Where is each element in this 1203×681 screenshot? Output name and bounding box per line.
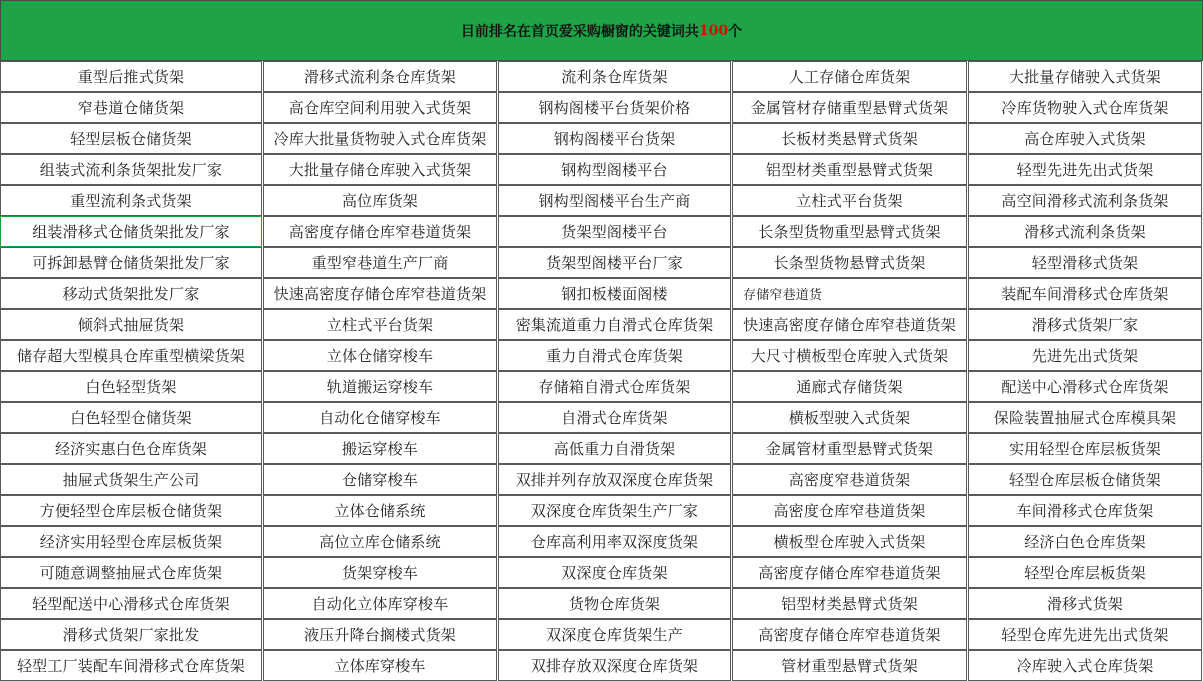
keyword-cell[interactable]: 横板型驶入式货架 — [732, 402, 967, 433]
keyword-grid — [0, 61, 1203, 681]
keyword-cell[interactable]: 实用轻型仓库层板货架 — [968, 433, 1202, 464]
keyword-cell[interactable]: 可拆卸悬臂仓储货架批发厂家 — [0, 247, 262, 278]
keyword-cell[interactable]: 钢构型阁楼平台 — [498, 154, 731, 185]
keyword-cell[interactable]: 车间滑移式仓库货架 — [968, 495, 1202, 526]
keyword-cell[interactable]: 储存超大型模具仓库重型横梁货架 — [0, 340, 262, 371]
keyword-cell[interactable]: 滑移式货架厂家 — [968, 309, 1202, 340]
keyword-cell[interactable]: 经济实惠白色仓库货架 — [0, 433, 262, 464]
keyword-cell[interactable]: 轻型工厂装配车间滑移式仓库货架 — [0, 650, 262, 681]
keyword-cell[interactable]: 轻型仓库层板仓储货架 — [968, 464, 1202, 495]
keyword-cell[interactable]: 大尺寸横板型仓库驶入式货架 — [732, 340, 967, 371]
keyword-count: 100 — [698, 22, 729, 39]
keyword-cell[interactable]: 高位库货架 — [263, 185, 497, 216]
keyword-cell[interactable]: 长板材类悬臂式货架 — [732, 123, 967, 154]
keyword-cell[interactable]: 快速高密度存储仓库窄巷道货架 — [263, 278, 497, 309]
keyword-cell[interactable]: 长条型货物悬臂式货架 — [732, 247, 967, 278]
keyword-cell[interactable]: 搬运穿梭车 — [263, 433, 497, 464]
keyword-cell[interactable]: 轻型先进先出式货架 — [968, 154, 1202, 185]
keyword-cell[interactable]: 自动化立体库穿梭车 — [263, 588, 497, 619]
keyword-cell[interactable]: 大批量存储驶入式货架 — [968, 61, 1202, 92]
keyword-count-banner — [0, 0, 1203, 61]
keyword-cell[interactable]: 人工存储仓库货架 — [732, 61, 967, 92]
keyword-cell[interactable]: 可随意调整抽屉式仓库货架 — [0, 557, 262, 588]
keyword-cell[interactable]: 高密度存储仓库窄巷道货架 — [732, 557, 967, 588]
keyword-cell[interactable]: 冷库货物驶入式仓库货架 — [968, 92, 1202, 123]
keyword-cell[interactable]: 高仓库驶入式货架 — [968, 123, 1202, 154]
keyword-cell[interactable]: 倾斜式抽屉货架 — [0, 309, 262, 340]
keyword-cell[interactable]: 高空间滑移式流利条货架 — [968, 185, 1202, 216]
keyword-cell[interactable]: 立柱式平台货架 — [263, 309, 497, 340]
keyword-cell[interactable]: 立体仓储系统 — [263, 495, 497, 526]
keyword-cell[interactable]: 抽屉式货架生产公司 — [0, 464, 262, 495]
banner-title-prefix: 目前排名在首页爱采购橱窗的关键词共 — [460, 23, 699, 40]
keyword-cell[interactable]: 大批量存储仓库驶入式货架 — [263, 154, 497, 185]
keyword-cell[interactable]: 货架型阁楼平台厂家 — [498, 247, 731, 278]
keyword-cell[interactable]: 金属管材存储重型悬臂式货架 — [732, 92, 967, 123]
keyword-cell[interactable]: 轻型仓库层板货架 — [968, 557, 1202, 588]
keyword-cell[interactable]: 自滑式仓库货架 — [498, 402, 731, 433]
keyword-cell[interactable]: 存储窄巷道货 — [732, 278, 967, 309]
keyword-cell[interactable]: 仓库高利用率双深度货架 — [498, 526, 731, 557]
keyword-cell[interactable]: 配送中心滑移式仓库货架 — [968, 371, 1202, 402]
keyword-cell[interactable]: 双排并列存放双深度仓库货架 — [498, 464, 731, 495]
keyword-cell[interactable]: 货架穿梭车 — [263, 557, 497, 588]
keyword-cell[interactable]: 高密度存储仓库窄巷道货架 — [263, 216, 497, 247]
keyword-cell[interactable]: 铝型材类悬臂式货架 — [732, 588, 967, 619]
keyword-cell[interactable]: 金属管材重型悬臂式货架 — [732, 433, 967, 464]
keyword-cell[interactable]: 货架型阁楼平台 — [498, 216, 731, 247]
keyword-cell[interactable]: 密集流道重力自滑式仓库货架 — [498, 309, 731, 340]
keyword-cell[interactable]: 双排存放双深度仓库货架 — [498, 650, 731, 681]
keyword-cell[interactable]: 重力自滑式仓库货架 — [498, 340, 731, 371]
keyword-cell[interactable]: 重型后推式货架 — [0, 61, 262, 92]
keyword-cell[interactable]: 轻型层板仓储货架 — [0, 123, 262, 154]
keyword-cell[interactable]: 冷库驶入式仓库货架 — [968, 650, 1202, 681]
keyword-cell[interactable]: 钢构阁楼平台货架价格 — [498, 92, 731, 123]
keyword-cell[interactable]: 先进先出式货架 — [968, 340, 1202, 371]
keyword-cell[interactable]: 方便轻型仓库层板仓储货架 — [0, 495, 262, 526]
keyword-cell[interactable]: 轻型仓库先进先出式货架 — [968, 619, 1202, 650]
keyword-cell[interactable]: 货物仓库货架 — [498, 588, 731, 619]
keyword-cell[interactable]: 高仓库空间利用驶入式货架 — [263, 92, 497, 123]
keyword-cell[interactable]: 滑移式货架 — [968, 588, 1202, 619]
keyword-cell[interactable]: 快速高密度存储仓库窄巷道货架 — [732, 309, 967, 340]
keyword-cell[interactable]: 轻型滑移式货架 — [968, 247, 1202, 278]
keyword-cell[interactable]: 双深度仓库货架 — [498, 557, 731, 588]
keyword-cell[interactable]: 立体仓储穿梭车 — [263, 340, 497, 371]
keyword-cell[interactable]: 仓储穿梭车 — [263, 464, 497, 495]
keyword-cell[interactable]: 组装式流利条货架批发厂家 — [0, 154, 262, 185]
keyword-cell[interactable]: 流利条仓库货架 — [498, 61, 731, 92]
keyword-cell[interactable]: 钢构阁楼平台货架 — [498, 123, 731, 154]
keyword-cell[interactable]: 高密度仓库窄巷道货架 — [732, 495, 967, 526]
keyword-cell[interactable]: 经济实用轻型仓库层板货架 — [0, 526, 262, 557]
keyword-cell[interactable]: 滑移式货架厂家批发 — [0, 619, 262, 650]
keyword-cell[interactable]: 白色轻型仓储货架 — [0, 402, 262, 433]
keyword-cell[interactable]: 液压升降台搁楼式货架 — [263, 619, 497, 650]
keyword-cell[interactable]: 横板型仓库驶入式货架 — [732, 526, 967, 557]
keyword-cell[interactable]: 经济白色仓库货架 — [968, 526, 1202, 557]
keyword-cell[interactable]: 高密度窄巷道货架 — [732, 464, 967, 495]
keyword-cell[interactable]: 白色轻型货架 — [0, 371, 262, 402]
keyword-cell[interactable]: 长条型货物重型悬臂式货架 — [732, 216, 967, 247]
keyword-cell[interactable]: 管材重型悬臂式货架 — [732, 650, 967, 681]
keyword-cell[interactable]: 高密度存储仓库窄巷道货架 — [732, 619, 967, 650]
keyword-cell[interactable]: 钢扣板楼面阁楼 — [498, 278, 731, 309]
keyword-cell[interactable]: 保险装置抽屉式仓库模具架 — [968, 402, 1202, 433]
keyword-cell[interactable]: 滑移式流利条仓库货架 — [263, 61, 497, 92]
keyword-cell[interactable]: 重型窄巷道生产厂商 — [263, 247, 497, 278]
keyword-cell[interactable]: 通廊式存储货架 — [732, 371, 967, 402]
keyword-cell[interactable]: 轻型配送中心滑移式仓库货架 — [0, 588, 262, 619]
keyword-cell[interactable]: 双深度仓库货架生产厂家 — [498, 495, 731, 526]
keyword-cell[interactable]: 高位立库仓储系统 — [263, 526, 497, 557]
keyword-cell[interactable]: 高低重力自滑货架 — [498, 433, 731, 464]
keyword-cell[interactable]: 组装滑移式仓储货架批发厂家 — [0, 216, 262, 247]
keyword-cell[interactable]: 自动化仓储穿梭车 — [263, 402, 497, 433]
keyword-cell[interactable]: 立柱式平台货架 — [732, 185, 967, 216]
keyword-cell[interactable]: 移动式货架批发厂家 — [0, 278, 262, 309]
keyword-cell[interactable]: 装配车间滑移式仓库货架 — [968, 278, 1202, 309]
keyword-cell[interactable]: 窄巷道仓储货架 — [0, 92, 262, 123]
banner-title-suffix: 个 — [728, 23, 743, 40]
keyword-cell[interactable]: 存储箱自滑式仓库货架 — [498, 371, 731, 402]
keyword-cell[interactable]: 冷库大批量货物驶入式仓库货架 — [263, 123, 497, 154]
keyword-cell[interactable]: 轨道搬运穿梭车 — [263, 371, 497, 402]
keyword-cell[interactable]: 滑移式流利条货架 — [968, 216, 1202, 247]
keyword-cell[interactable]: 钢构型阁楼平台生产商 — [498, 185, 731, 216]
keyword-cell[interactable]: 双深度仓库货架生产 — [498, 619, 731, 650]
keyword-cell[interactable]: 立体库穿梭车 — [263, 650, 497, 681]
keyword-cell[interactable]: 铝型材类重型悬臂式货架 — [732, 154, 967, 185]
keyword-cell[interactable]: 重型流利条式货架 — [0, 185, 262, 216]
